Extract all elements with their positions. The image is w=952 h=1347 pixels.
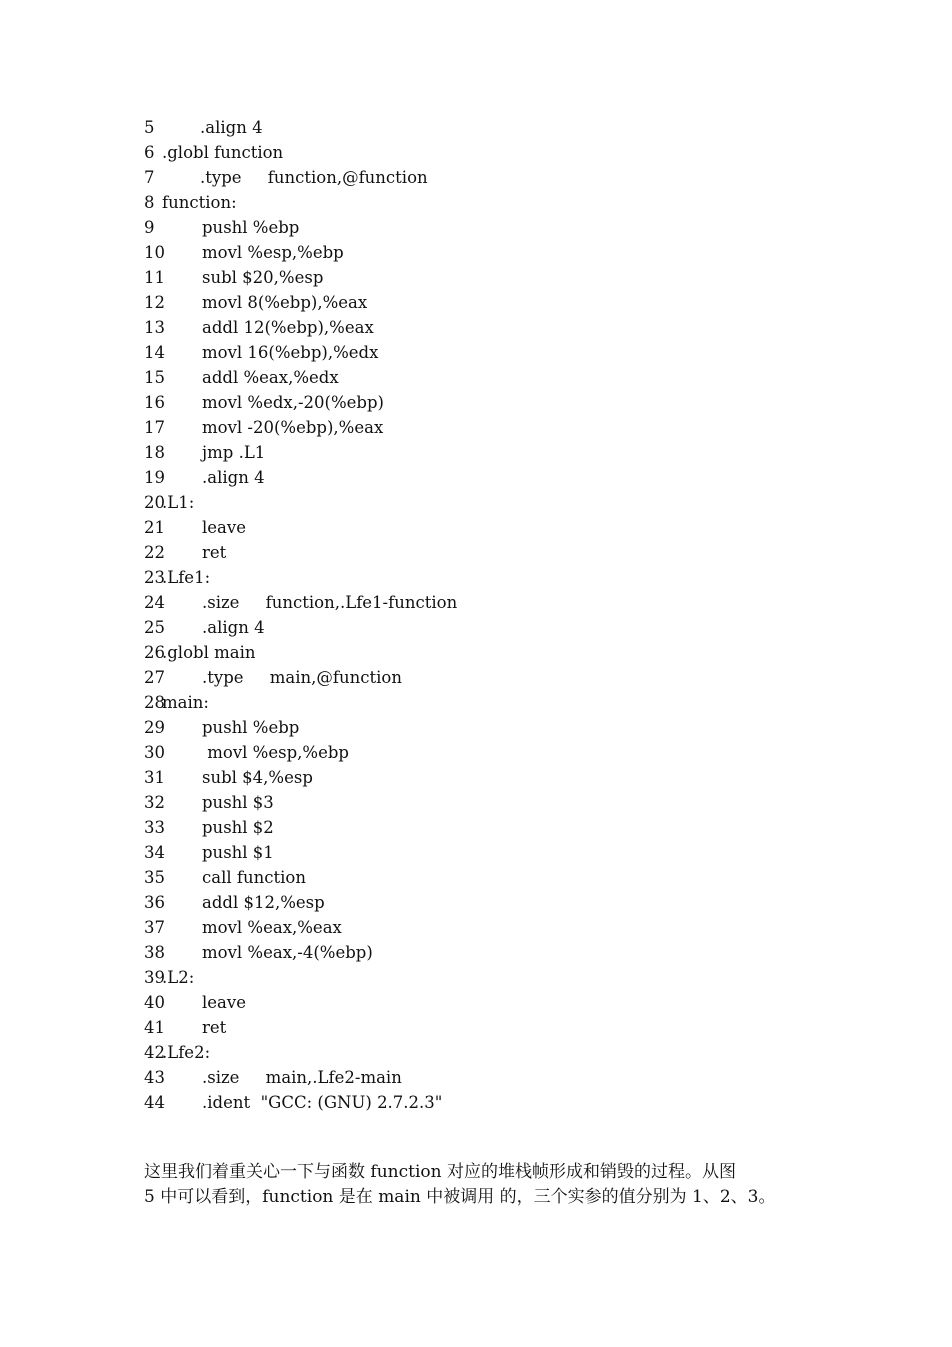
code-line: [144, 1065, 457, 1090]
code-text: .globl main: [162, 643, 256, 662]
line-number: 38: [144, 943, 165, 962]
code-line: [144, 665, 457, 690]
line-number: 15: [144, 368, 165, 387]
line-number: 27: [144, 668, 165, 687]
code-line: [144, 515, 457, 540]
line-number: 9: [144, 218, 155, 237]
code-line: [144, 215, 457, 240]
line-number: 25: [144, 618, 165, 637]
line-number: 24: [144, 593, 165, 612]
code-text: addl %eax,%edx: [202, 368, 339, 387]
code-line: [144, 465, 457, 490]
line-number: 32: [144, 793, 165, 812]
line-number: 7: [144, 168, 155, 187]
code-line: [144, 265, 457, 290]
code-line: [144, 290, 457, 315]
code-line: [144, 965, 457, 990]
code-line: [144, 690, 457, 715]
code-text: movl %eax,-4(%ebp): [202, 943, 373, 962]
code-text: leave: [202, 993, 246, 1012]
code-text: .globl function: [162, 143, 284, 162]
code-text: movl %eax,%eax: [202, 918, 342, 937]
code-text: .L2:: [162, 968, 195, 987]
code-text: .ident "GCC: (GNU) 2.7.2.3": [202, 1093, 443, 1112]
code-line: [144, 190, 457, 215]
line-number: 41: [144, 1018, 165, 1037]
body-paragraph: [144, 1160, 834, 1210]
line-number: 34: [144, 843, 165, 862]
code-text: subl $4,%esp: [202, 768, 313, 787]
code-line: [144, 890, 457, 915]
code-text: .align 4: [200, 118, 263, 137]
code-line: [144, 415, 457, 440]
code-line: [144, 315, 457, 340]
line-number: 36: [144, 893, 165, 912]
code-text: movl %edx,-20(%ebp): [202, 393, 384, 412]
code-text: movl 16(%ebp),%edx: [202, 343, 379, 362]
code-text: jmp .L1: [202, 443, 266, 462]
code-text: pushl %ebp: [202, 218, 300, 237]
code-text: .type main,@function: [202, 668, 402, 687]
code-text: main:: [162, 693, 209, 712]
line-number: 31: [144, 768, 165, 787]
code-text: movl %esp,%ebp: [202, 743, 349, 762]
code-line: [144, 115, 457, 140]
line-number: 37: [144, 918, 165, 937]
line-number: 35: [144, 868, 165, 887]
code-line: [144, 165, 457, 190]
code-text: movl %esp,%ebp: [202, 243, 344, 262]
line-number: 18: [144, 443, 165, 462]
line-number: 8: [144, 193, 155, 212]
line-number: 20: [144, 493, 165, 512]
code-text: .size main,.Lfe2-main: [202, 1068, 402, 1087]
line-number: 17: [144, 418, 165, 437]
code-text: ret: [202, 543, 227, 562]
line-number: 12: [144, 293, 165, 312]
code-text: .align 4: [202, 468, 265, 487]
code-text: pushl %ebp: [202, 718, 300, 737]
line-number: 30: [144, 743, 165, 762]
code-text: ret: [202, 1018, 227, 1037]
code-text: pushl $2: [202, 818, 274, 837]
code-line: [144, 490, 457, 515]
code-line: [144, 990, 457, 1015]
paragraph-line-2: 5 中可以看到，function 是在 main 中被调用 的，三个实参的值分别为 1、2、3。: [144, 1187, 776, 1207]
code-line: [144, 440, 457, 465]
code-line: [144, 615, 457, 640]
paragraph-line-1: 这里我们着重关心一下与函数 function 对应的堆栈帧形成和销毁的过程。从图: [144, 1162, 736, 1182]
code-text: .size function,.Lfe1-function: [202, 593, 458, 612]
line-number: 44: [144, 1093, 165, 1112]
line-number: 10: [144, 243, 165, 262]
line-number: 28: [144, 693, 165, 712]
code-text: .align 4: [202, 618, 265, 637]
line-number: 19: [144, 468, 165, 487]
assembly-code-listing: [144, 115, 457, 1115]
code-line: [144, 1090, 457, 1115]
code-line: [144, 140, 457, 165]
line-number: 42: [144, 1043, 165, 1062]
code-line: [144, 1040, 457, 1065]
code-text: addl $12,%esp: [202, 893, 325, 912]
code-text: leave: [202, 518, 246, 537]
code-line: [144, 390, 457, 415]
line-number: 21: [144, 518, 165, 537]
code-text: subl $20,%esp: [202, 268, 324, 287]
code-text: addl 12(%ebp),%eax: [202, 318, 374, 337]
code-line: [144, 815, 457, 840]
line-number: 5: [144, 118, 155, 137]
code-line: [144, 940, 457, 965]
code-text: .Lfe1:: [162, 568, 211, 587]
line-number: 16: [144, 393, 165, 412]
code-line: [144, 565, 457, 590]
code-text: pushl $3: [202, 793, 274, 812]
code-text: call function: [202, 868, 306, 887]
code-text: pushl $1: [202, 843, 274, 862]
code-line: [144, 715, 457, 740]
code-line: [144, 865, 457, 890]
line-number: 29: [144, 718, 165, 737]
code-line: [144, 1015, 457, 1040]
code-line: [144, 640, 457, 665]
code-line: [144, 365, 457, 390]
code-text: .Lfe2:: [162, 1043, 211, 1062]
code-text: .type function,@function: [200, 168, 428, 187]
line-number: 22: [144, 543, 165, 562]
code-line: [144, 915, 457, 940]
code-line: [144, 840, 457, 865]
line-number: 39: [144, 968, 165, 987]
line-number: 26: [144, 643, 165, 662]
code-line: [144, 540, 457, 565]
line-number: 14: [144, 343, 165, 362]
code-text: movl 8(%ebp),%eax: [202, 293, 368, 312]
code-line: [144, 590, 457, 615]
code-text: .L1:: [162, 493, 195, 512]
line-number: 6: [144, 143, 155, 162]
code-line: [144, 765, 457, 790]
code-line: [144, 790, 457, 815]
line-number: 13: [144, 318, 165, 337]
line-number: 40: [144, 993, 165, 1012]
line-number: 23: [144, 568, 165, 587]
line-number: 11: [144, 268, 165, 287]
code-text: movl -20(%ebp),%eax: [202, 418, 384, 437]
line-number: 43: [144, 1068, 165, 1087]
code-line: [144, 740, 457, 765]
line-number: 33: [144, 818, 165, 837]
code-text: function:: [162, 193, 237, 212]
code-line: [144, 240, 457, 265]
code-line: [144, 340, 457, 365]
